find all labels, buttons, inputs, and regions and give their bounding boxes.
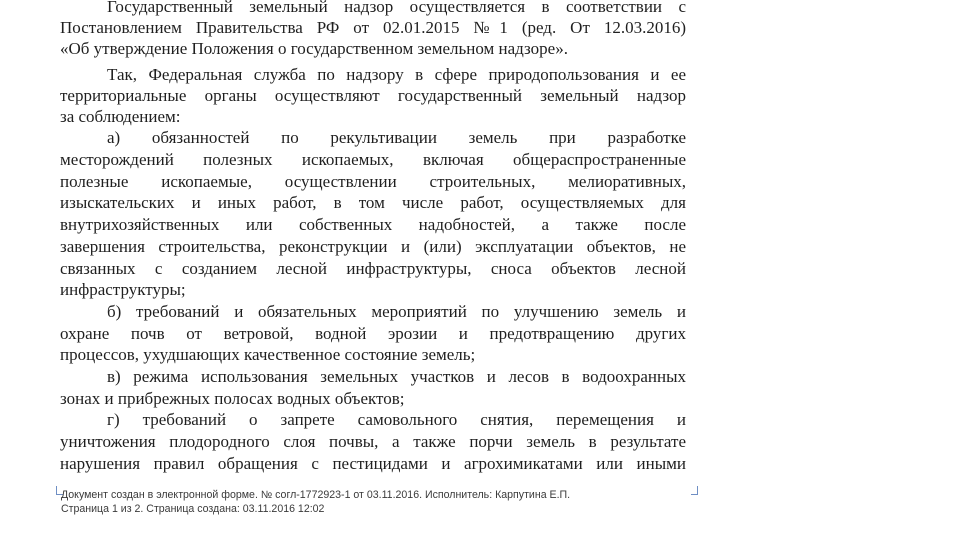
paragraph-line: Так, Федеральная служба по надзору в сфере природопользования и ее (107, 65, 686, 84)
paragraph-line: инфраструктуры; (60, 280, 186, 299)
paragraph-line: нарушения правил обращения с пестицидами и агрохимикатами или иными (60, 454, 686, 473)
paragraph-line: месторождений полезных ископаемых, включая общераспространенные (60, 150, 686, 169)
paragraph-line: «Об утверждение Положения о государственном земельном надзоре». (60, 39, 568, 58)
paragraph-line: завершения строительства, реконструкции и (или) эксплуатации объектов, не (60, 237, 686, 256)
paragraph-line: в) режима использования земельных участков и лесов в водоохранных (107, 367, 686, 386)
paragraph-line: полезные ископаемые, осуществлении строительных, мелиоративных, (60, 172, 686, 191)
paragraph-line: охране почв от ветровой, водной эрозии и предотвращению других (60, 324, 686, 343)
paragraph-line: связанных с созданием лесной инфраструктуры, сноса объектов лесной (60, 259, 686, 278)
paragraph-line: изыскательских и иных работ, в том числе работ, осуществляемых для (60, 193, 686, 212)
paragraph-line: уничтожения плодородного слоя почвы, а также порчи земель в результате (60, 432, 686, 451)
paragraph-line: за соблюдением: (60, 107, 181, 126)
paragraph-line: внутрихозяйственных или собственных надобностей, а также после (60, 215, 686, 234)
paragraph-line: процессов, ухудшающих качественное состояние земель; (60, 345, 476, 364)
footer-page-info: Страница 1 из 2. Страница создана: 03.11.2016 12:02 (61, 503, 325, 515)
paragraph-line: б) требований и обязательных мероприятий по улучшению земель и (107, 302, 686, 321)
paragraph-line: г) требований о запрете самовольного снятия, перемещения и (107, 410, 686, 429)
paragraph-line: зонах и прибрежных полосах водных объектов; (60, 389, 405, 408)
footer-document-info: Документ создан в электронной форме. № согл-1772923-1 от 03.11.2016. Исполнитель: Карпутина Е.П. (61, 489, 571, 501)
paragraph-line: Государственный земельный надзор осуществляется в соответствии с (107, 0, 686, 16)
paragraph-line: а) обязанностей по рекультивации земель при разработке (107, 128, 686, 147)
paragraph-line: территориальные органы осуществляют государственный земельный надзор (60, 86, 686, 105)
paragraph-line: Постановлением Правительства РФ от 02.01.2015 №1 (ред. От 12.03.2016) (60, 18, 686, 37)
document-page (60, 0, 686, 540)
